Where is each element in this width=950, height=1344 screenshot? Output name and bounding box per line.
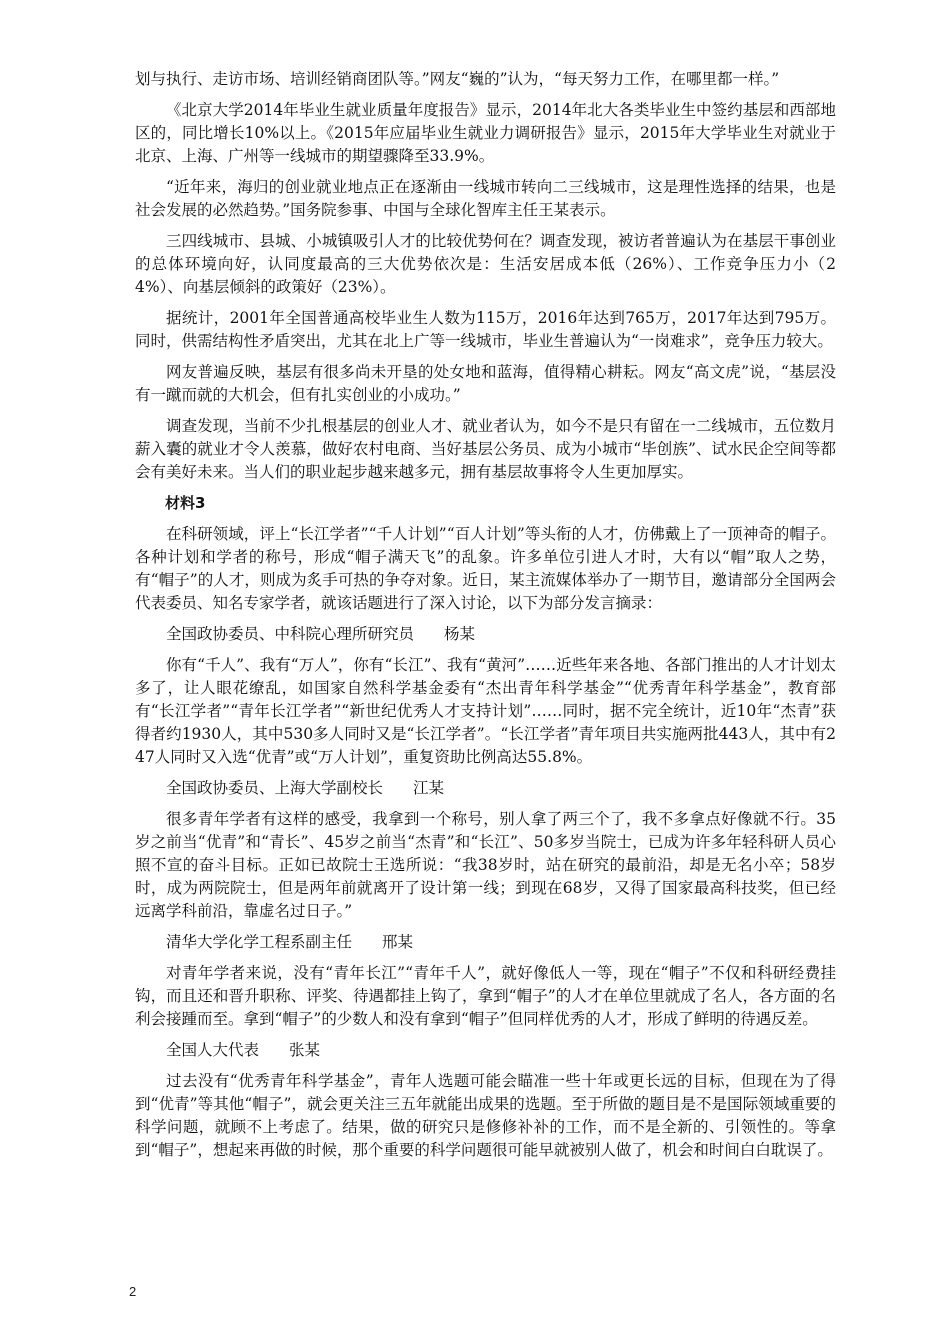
- speaker-title: 清华大学化学工程系副主任: [166, 933, 353, 951]
- speaker-title: 全国政协委员、上海大学副校长: [166, 779, 384, 797]
- intro-paragraph: 在科研领域，评上“长江学者”“千人计划”“百人计划”等头衔的人才，仿佛戴上了一顶神奇的帽子。各种计划和学者的称号，形成“帽子满天飞”的乱象。许多单位引进人才时，大有以“帽”取人之势，有“帽子”的人才，则成为炙手可热的争夺对象。近日，某主流媒体举办了一期节目，邀请部分全国两会代表委员、知名专家学者，就该话题进行了深入讨论，以下为部分发言摘录：: [135, 525, 836, 612]
- paragraph: 调查发现，当前不少扎根基层的创业人才、就业者认为，如今不是只有留在一二线城市，五位数月薪入囊的就业才令人羡慕，做好农村电商、当好基层公务员、成为小城市“毕创族”、试水民企空间等都会有美好未来。当人们的职业起步越来越多元，拥有基层故事将令人生更加厚实。: [135, 417, 836, 481]
- speaker-name: 张某: [289, 1041, 321, 1059]
- paragraph: 划与执行、走访市场、培训经销商团队等。”网友“巍的”认为，“每天努力工作，在哪里都一样。”: [135, 70, 780, 88]
- paragraph: 网友普遍反映，基层有很多尚未开垦的处女地和蓝海，值得精心耕耘。网友“高文虎”说，“基层没有一蹴而就的大机会，但有扎实创业的小成功。”: [135, 363, 836, 404]
- speaker-name: 杨某: [444, 625, 476, 643]
- speaker-name: 邢某: [382, 933, 414, 951]
- speaker-remarks: 过去没有“优秀青年科学基金”，青年人选题可能会瞄准一些十年或更长远的目标，但现在为了得到“优青”等其他“帽子”，就会更关注三五年就能出成果的选题。至于所做的题目是不是国际领域重要的科学问题，就顾不上考虑了。结果，做的研究只是修修补补的工作，而不是全新的、引领性的。等拿到“帽子”，想起来再做的时候，那个重要的科学问题很可能早就被别人做了，机会和时间白白耽误了。: [135, 1072, 836, 1159]
- paragraph: “近年来，海归的创业就业地点正在逐渐由一线城市转向二三线城市，这是理性选择的结果，也是社会发展的必然趋势。”国务院参事、中国与全球化智库主任王某表示。: [135, 178, 836, 219]
- page-number: 2: [129, 1284, 137, 1299]
- paragraph: 据统计，2001年全国普通高校毕业生人数为115万，2016年达到765万，2017年达到795万。同时，供需结构性矛盾突出，尤其在北上广等一线城市，毕业生普遍认为“一岗难求”，竞争压力较大。: [135, 309, 836, 350]
- speaker-line: [135, 623, 836, 646]
- speaker-line: [135, 931, 836, 954]
- speaker-remarks: 你有“千人”、我有“万人”，你有“长江”、我有“黄河”……近些年来各地、各部门推出的人才计划太多了，让人眼花缭乱，如国家自然科学基金委有“杰出青年科学基金”“优秀青年科学基金”，教育部有“长江学者”“青年长江学者”“新世纪优秀人才支持计划”……同时，据不完全统计，近10年“杰青”获得者约1930人，其中530多人同时又是“长江学者”。“长江学者”青年项目共实施两批443人，其中有247人同时又入选“优青”或“万人计划”，重复资助比例高达55.8%。: [135, 656, 836, 766]
- speaker-line: [135, 777, 836, 800]
- speaker-title: 全国政协委员、中科院心理所研究员: [166, 625, 415, 643]
- speaker-title: 全国人大代表: [166, 1041, 260, 1059]
- speaker-remarks: 对青年学者来说，没有“青年长江”“青年千人”，就好像低人一等，现在“帽子”不仅和科研经费挂钩，而且还和晋升职称、评奖、待遇都挂上钩了，拿到“帽子”的人才在单位里就成了名人，各方面的名利会接踵而至。拿到“帽子”的少数人和没有拿到“帽子”但同样优秀的人才，形成了鲜明的待遇反差。: [135, 964, 836, 1028]
- section-heading: 材料3: [165, 494, 206, 512]
- speaker-remarks: 很多青年学者有这样的感受，我拿到一个称号，别人拿了两三个了，我不多拿点好像就不行。35岁之前当“优青”和“青长”、45岁之前当“杰青”和“长江”、50多岁当院士，已成为许多年轻科研人员心照不宣的奋斗目标。正如已故院士王选所说：“我38岁时，站在研究的最前沿，却是无名小卒；58岁时，成为两院院士，但是两年前就离开了设计第一线；到现在68岁，又得了国家最高科技奖，但已经远离学科前沿，靠虚名过日子。”: [135, 810, 836, 920]
- paragraph: 三四线城市、县城、小城镇吸引人才的比较优势何在？调查发现，被访者普遍认为在基层干事创业的总体环境向好，认同度最高的三大优势依次是：生活安居成本低（26%）、工作竞争压力小（24%）、向基层倾斜的政策好（23%）。: [135, 232, 836, 296]
- paragraph: 《北京大学2014年毕业生就业质量年度报告》显示，2014年北大各类毕业生中签约基层和西部地区的，同比增长10%以上。《2015年应届毕业生就业力调研报告》显示，2015年大学毕业生对就业于北京、上海、广州等一线城市的期望骤降至33.9%。: [135, 101, 836, 165]
- speaker-name: 江某: [413, 779, 445, 797]
- speaker-line: [135, 1039, 836, 1062]
